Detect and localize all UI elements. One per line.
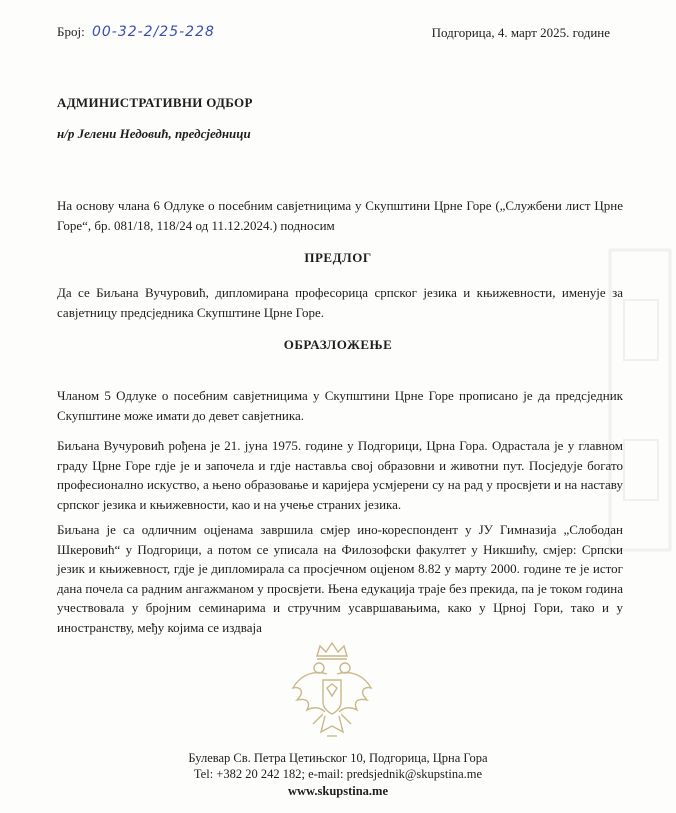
- intro-paragraph: На основу члана 6 Одлуке о посебним савјетницима у Скупштини Црне Горе („Службени лист Црне Горе“, бр. 081/18, 118/24 од 11.12.2024.) подносим: [57, 198, 623, 233]
- footer-address: Булевар Св. Петра Цетињског 10, Подгорица, Црна Гора: [188, 751, 488, 765]
- rationale-paragraph-3: Биљана је са одличним оцјенама завршила смјер ино-кореспондент у ЈУ Гимназија „Слободан Шкеровић“ у Подгорици, а потом се уписала на Филозофски факултет у Никшићу, смјер: Српски језик и књижевност, гдје је дипломирала са просјечном оцјеном 8.82 у марту 2000. године те је истог дана почела са радним ангажманом у просвјети. Њена едукација траје без прекида, па је током година учествовала у бројним семинарима и стручним усавршавањима, како у Црној Гори, тако и у иностранству, међу којима се издваја: [57, 522, 623, 635]
- document-date: Подгорица, 4. март 2025. године: [431, 25, 610, 40]
- reference-label: Број:: [57, 24, 85, 39]
- reference-number: 00-32-2/25-228: [91, 24, 215, 40]
- addressee-recipient: н/р Јелени Недовић, предсједници: [57, 126, 251, 141]
- coat-of-arms-icon: [287, 640, 377, 744]
- footer-contact: Tel: +382 20 242 182; e-mail: predsjednik@skupstina.me: [193, 767, 483, 781]
- rationale-heading: ОБРАЗЛОЖЕЊЕ: [283, 337, 393, 352]
- rationale-paragraph-2: Биљана Вучуровић рођена је 21. јуна 1975. године у Подгорици, Црна Гора. Одрастала је у главном граду Црне Горе гдје је и започела и гдје наставља свој образовни и животни пут. Посједује богато професионално искуство, а њено образовање и каријера усмјерени су на рад у просвјети и на наставу српског језика и књижевности, као и на учење страних језика.: [57, 438, 623, 512]
- proposal-paragraph: Да се Биљана Вучуровић, дипломирана професорица српског језика и књижевности, именује за савјетницу предсједника Скупштине Црне Горе.: [57, 285, 623, 320]
- rationale-paragraph-1: Чланом 5 Одлуке о посебним савјетницима у Скупштини Црне Горе прописано је да предсједник Скупштине може имати до девет савјетника.: [57, 388, 623, 423]
- footer-website: www.skupstina.me: [287, 784, 389, 798]
- proposal-heading: ПРЕДЛОГ: [304, 250, 372, 265]
- reference-line: [57, 24, 215, 40]
- addressee-committee: АДМИНИСТРАТИВНИ ОДБОР: [57, 95, 253, 110]
